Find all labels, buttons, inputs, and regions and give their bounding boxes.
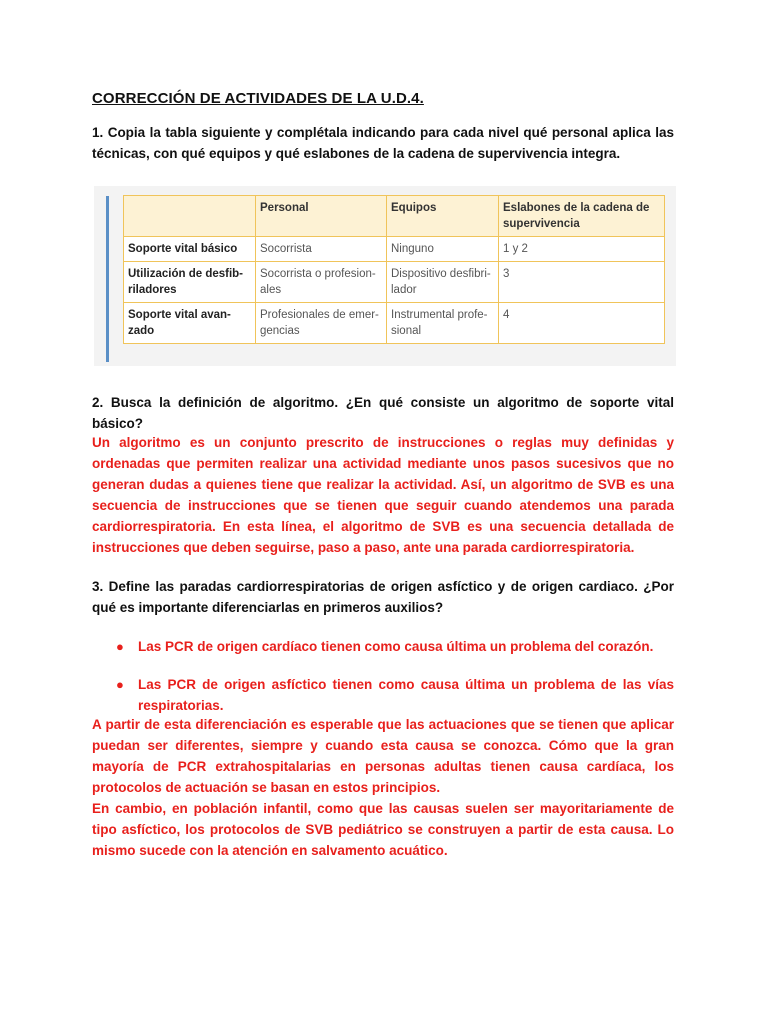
table-figure bbox=[94, 186, 676, 366]
page-title: CORRECCIÓN DE ACTIVIDADES DE LA U.D.4. bbox=[92, 90, 424, 107]
table-row bbox=[124, 237, 665, 262]
answer-2: Un algoritmo es un conjunto prescrito de instrucciones o reglas muy definidas y ordenadas que permiten realizar una actividad mediante unos pasos sucesivos que no generan dudas a quienes tiene que realizar la actividad. Así, un algoritmo de SVB es una secuencia de instrucciones que se tienen que seguir cuando atendemos una parada cardiorrespiratoria. En esta línea, el algoritmo de SVB es una secuencia detallada de instrucciones que deben seguirse, paso a paso, ante una parada cardiorrespiratoria. bbox=[92, 435, 674, 555]
bullet-text: Las PCR de origen cardíaco tienen como causa última un problema del corazón. bbox=[138, 639, 654, 654]
row-label: Soporte vital básico bbox=[124, 237, 256, 262]
survival-chain-table bbox=[123, 195, 665, 344]
table-cell: 4 bbox=[499, 303, 665, 344]
answer-3-paragraph-2: En cambio, en población infantil, como que las causas suelen ser mayoritariamente de tipo asfíctico, los protocolos de SVB pediátrico se construyen a partir de esta causa. Lo mismo sucede con la atención en salvamento acuático. bbox=[92, 801, 674, 858]
table-cell: 3 bbox=[499, 262, 665, 303]
table-cell: Ninguno bbox=[387, 237, 499, 262]
header-cell-empty bbox=[124, 196, 256, 237]
table-cell: Socorrista bbox=[256, 237, 387, 262]
header-cell-eslabones: Eslabones de la cadena de supervivencia bbox=[499, 196, 665, 237]
bullet-text: Las PCR de origen asfíctico tienen como causa última un problema de las vías respiratorias. bbox=[138, 677, 674, 713]
answer-3-bullet-list bbox=[92, 636, 674, 716]
table-row bbox=[124, 303, 665, 344]
bullet-icon: ● bbox=[116, 639, 124, 654]
row-label: Soporte vital avan-zado bbox=[124, 303, 256, 344]
table-cell: Instrumental profe-sional bbox=[387, 303, 499, 344]
header-cell-equipos: Equipos bbox=[387, 196, 499, 237]
table-cell: 1 y 2 bbox=[499, 237, 665, 262]
question-2: 2. Busca la definición de algoritmo. ¿En qué consiste un algoritmo de soporte vital básico? bbox=[92, 395, 674, 431]
table-header-row bbox=[124, 196, 665, 237]
table-row bbox=[124, 262, 665, 303]
list-item bbox=[92, 636, 674, 657]
table-cell: Profesionales de emer-gencias bbox=[256, 303, 387, 344]
answer-3-paragraph-1: A partir de esta diferenciación es esperable que las actuaciones que se tienen que aplicar puedan ser diferentes, siempre y cuando esta causa se conozca. Cómo que la gran mayoría de PCR extrahospitalarias en personas adultas tienen causa cardíaca, los protocolos de actuación se basan en estos principios. bbox=[92, 717, 674, 795]
bullet-icon: ● bbox=[116, 677, 124, 692]
table-cell: Dispositivo desfibri-lador bbox=[387, 262, 499, 303]
list-item bbox=[92, 674, 674, 716]
table-accent-rule bbox=[106, 196, 109, 362]
row-label: Utilización de desfib-riladores bbox=[124, 262, 256, 303]
table-cell: Socorrista o profesion-ales bbox=[256, 262, 387, 303]
answer-3-body bbox=[92, 714, 674, 861]
question-3: 3. Define las paradas cardiorrespiratorias de origen asfíctico y de origen cardiaco. ¿Por qué es importante diferenciarlas en primeros auxilios? bbox=[92, 579, 674, 615]
question-1: 1. Copia la tabla siguiente y complétala indicando para cada nivel qué personal aplica las técnicas, con qué equipos y qué eslabones de la cadena de supervivencia integra. bbox=[92, 125, 674, 161]
header-cell-personal: Personal bbox=[256, 196, 387, 237]
